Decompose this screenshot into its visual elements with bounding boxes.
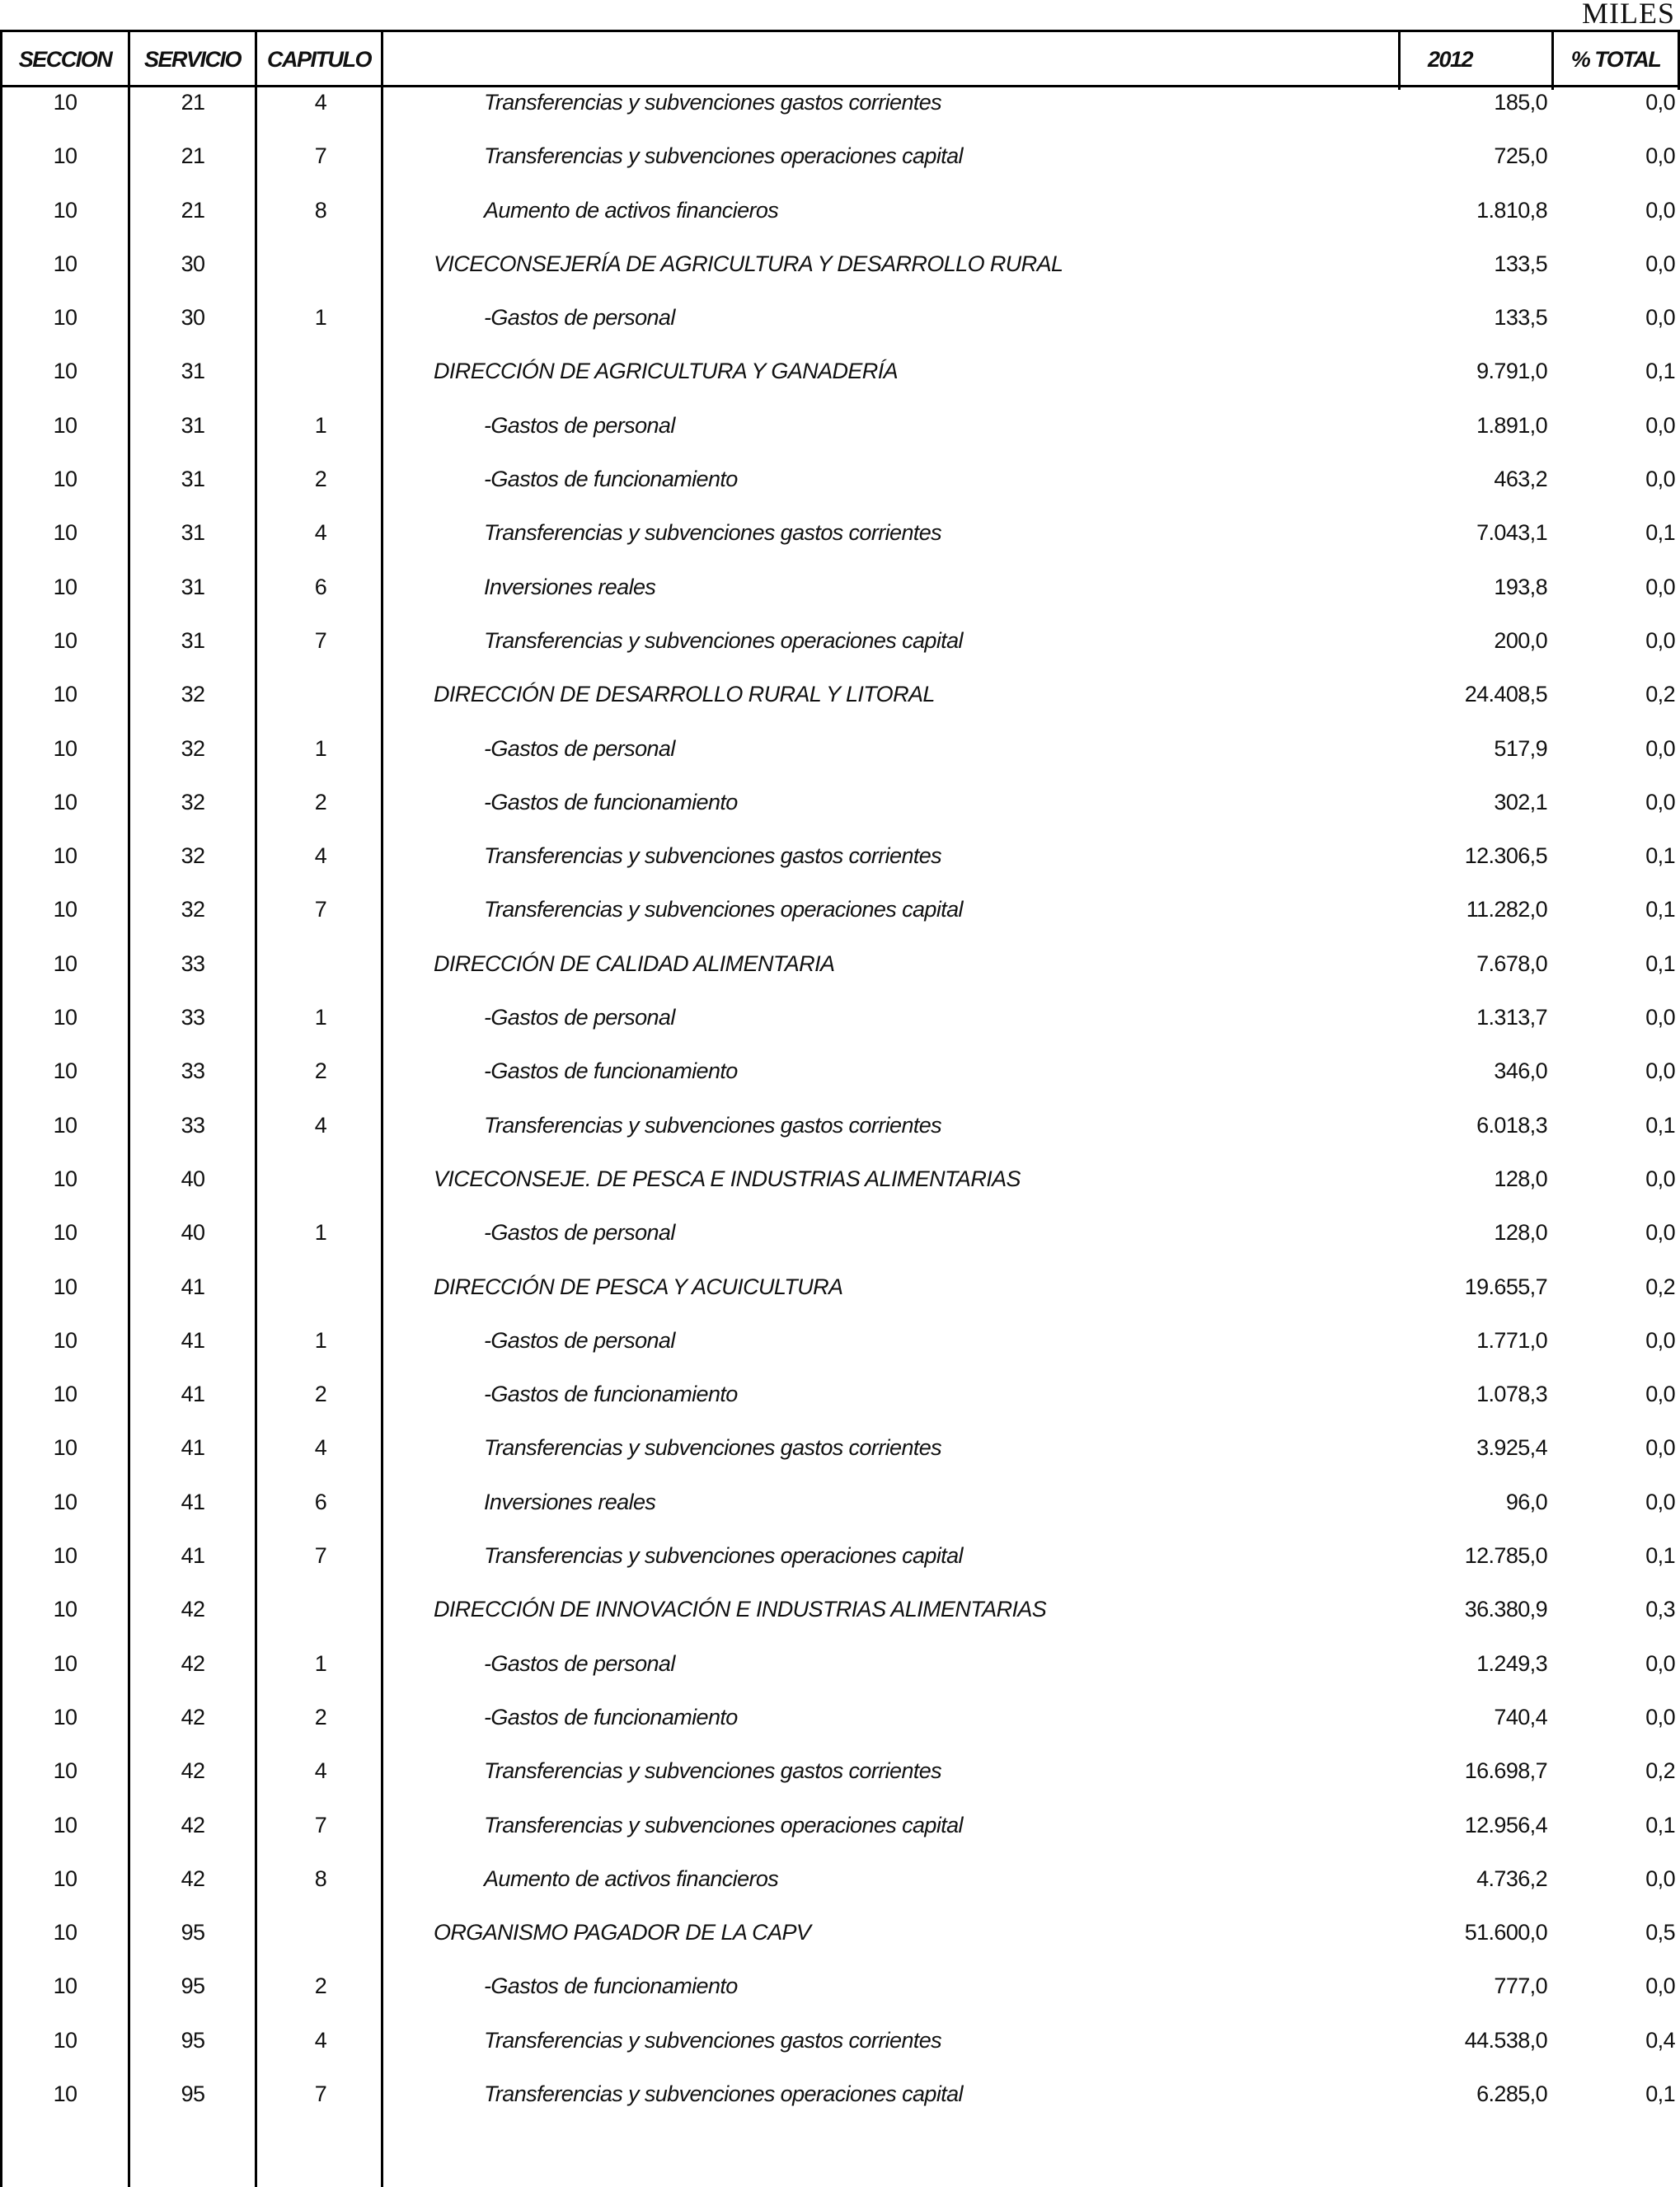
cell-servicio: 41 bbox=[181, 1327, 205, 1353]
cell-amount: 1.313,7 bbox=[1476, 1005, 1547, 1030]
cell-pct-total: 0,0 bbox=[1645, 467, 1675, 492]
cell-capitulo: 7 bbox=[314, 143, 327, 169]
header-pct-total: % TOTAL bbox=[1570, 47, 1661, 72]
cell-seccion: 10 bbox=[53, 1274, 77, 1299]
cell-description: -Gastos de personal bbox=[484, 1650, 675, 1676]
cell-amount: 777,0 bbox=[1494, 1973, 1547, 1999]
cell-amount: 9.791,0 bbox=[1476, 359, 1547, 384]
cell-seccion: 10 bbox=[53, 574, 77, 599]
cell-description: -Gastos de personal bbox=[484, 1220, 675, 1246]
cell-seccion: 10 bbox=[53, 1973, 77, 1999]
cell-description: DIRECCIÓN DE DESARROLLO RURAL Y LITORAL bbox=[434, 682, 935, 707]
cell-description: Transferencias y subvenciones operaciones capital bbox=[484, 1543, 963, 1569]
cell-servicio: 21 bbox=[181, 143, 205, 169]
cell-servicio: 30 bbox=[181, 305, 205, 331]
cell-description: Transferencias y subvenciones operaciones capital bbox=[484, 1812, 963, 1837]
cell-description: Inversiones reales bbox=[484, 574, 656, 599]
cell-pct-total: 0,0 bbox=[1645, 1220, 1675, 1246]
cell-seccion: 10 bbox=[53, 1166, 77, 1191]
cell-seccion: 10 bbox=[53, 682, 77, 707]
cell-servicio: 32 bbox=[181, 843, 205, 869]
table-row bbox=[0, 1541, 1680, 1594]
cell-pct-total: 0,1 bbox=[1645, 1112, 1675, 1138]
header-servicio: SERVICIO bbox=[143, 47, 242, 72]
cell-amount: 96,0 bbox=[1505, 1489, 1547, 1514]
cell-capitulo bbox=[258, 249, 383, 279]
cell-pct-total: 0,0 bbox=[1645, 143, 1675, 169]
table-row bbox=[0, 356, 1680, 410]
table-row bbox=[0, 1379, 1680, 1433]
cell-servicio: 31 bbox=[181, 520, 205, 546]
cell-servicio: 40 bbox=[181, 1220, 205, 1246]
cell-description: Inversiones reales bbox=[484, 1489, 656, 1514]
cell-pct-total: 0,0 bbox=[1645, 251, 1675, 276]
cell-capitulo: 2 bbox=[314, 1704, 327, 1729]
cell-seccion: 10 bbox=[53, 950, 77, 976]
cell-seccion: 10 bbox=[53, 735, 77, 761]
cell-description: -Gastos de funcionamiento bbox=[484, 1973, 738, 1999]
cell-description: Transferencias y subvenciones gastos corrientes bbox=[484, 1758, 942, 1784]
cell-description: Transferencias y subvenciones gastos corrientes bbox=[484, 843, 942, 869]
cell-pct-total: 0,0 bbox=[1645, 1489, 1675, 1514]
cell-amount: 51.600,0 bbox=[1464, 1920, 1547, 1945]
table-row bbox=[0, 1810, 1680, 1864]
table-row bbox=[0, 249, 1680, 303]
cell-capitulo bbox=[258, 1594, 383, 1624]
cell-seccion: 10 bbox=[53, 520, 77, 546]
cell-description: DIRECCIÓN DE PESCA Y ACUICULTURA bbox=[434, 1274, 843, 1299]
cell-servicio: 31 bbox=[181, 627, 205, 653]
cell-description: Aumento de activos financieros bbox=[484, 1866, 779, 1891]
cell-amount: 1.771,0 bbox=[1476, 1327, 1547, 1353]
table-row bbox=[0, 787, 1680, 841]
cell-pct-total: 0,0 bbox=[1645, 90, 1675, 115]
cell-amount: 200,0 bbox=[1494, 627, 1547, 653]
cell-capitulo: 7 bbox=[314, 1812, 327, 1837]
cell-pct-total: 0,1 bbox=[1645, 1812, 1675, 1837]
cell-servicio: 32 bbox=[181, 682, 205, 707]
cell-pct-total: 0,1 bbox=[1645, 950, 1675, 976]
cell-description: Transferencias y subvenciones gastos corrientes bbox=[484, 90, 942, 115]
header-seccion: SECCION bbox=[18, 47, 112, 72]
cell-pct-total: 0,4 bbox=[1645, 2027, 1675, 2053]
cell-pct-total: 0,0 bbox=[1645, 1973, 1675, 1999]
cell-pct-total: 0,0 bbox=[1645, 1327, 1675, 1353]
cell-pct-total: 0,0 bbox=[1645, 197, 1675, 223]
cell-amount: 128,0 bbox=[1494, 1220, 1547, 1246]
table-body bbox=[0, 87, 1680, 2133]
cell-amount: 193,8 bbox=[1494, 574, 1547, 599]
cell-capitulo: 7 bbox=[314, 627, 327, 653]
cell-description: -Gastos de funcionamiento bbox=[484, 1058, 738, 1084]
cell-servicio: 32 bbox=[181, 735, 205, 761]
cell-seccion: 10 bbox=[53, 897, 77, 922]
cell-servicio: 31 bbox=[181, 412, 205, 438]
cell-amount: 1.810,8 bbox=[1476, 197, 1547, 223]
table-header bbox=[0, 32, 1680, 87]
cell-servicio: 32 bbox=[181, 897, 205, 922]
cell-servicio: 32 bbox=[181, 789, 205, 814]
cell-seccion: 10 bbox=[53, 412, 77, 438]
cell-pct-total: 0,0 bbox=[1645, 789, 1675, 814]
cell-servicio: 31 bbox=[181, 359, 205, 384]
cell-description: Transferencias y subvenciones gastos corrientes bbox=[484, 520, 942, 546]
table-row bbox=[0, 572, 1680, 626]
cell-seccion: 10 bbox=[53, 1866, 77, 1891]
cell-seccion: 10 bbox=[53, 1382, 77, 1407]
cell-amount: 6.018,3 bbox=[1476, 1112, 1547, 1138]
cell-capitulo: 2 bbox=[314, 467, 327, 492]
cell-amount: 740,4 bbox=[1494, 1704, 1547, 1729]
cell-pct-total: 0,0 bbox=[1645, 574, 1675, 599]
header-capitulo: CAPITULO bbox=[267, 47, 371, 72]
cell-capitulo: 4 bbox=[314, 2027, 327, 2053]
cell-capitulo: 6 bbox=[314, 1489, 327, 1514]
cell-description: Transferencias y subvenciones operaciones capital bbox=[484, 143, 963, 169]
cell-seccion: 10 bbox=[53, 197, 77, 223]
cell-capitulo: 8 bbox=[314, 1866, 327, 1891]
cell-pct-total: 0,0 bbox=[1645, 1058, 1675, 1084]
cell-amount: 11.282,0 bbox=[1466, 897, 1547, 922]
cell-pct-total: 0,1 bbox=[1645, 2081, 1675, 2106]
cell-amount: 1.078,3 bbox=[1476, 1382, 1547, 1407]
table-row bbox=[0, 1272, 1680, 1326]
cell-amount: 7.043,1 bbox=[1476, 520, 1547, 546]
cell-seccion: 10 bbox=[53, 1704, 77, 1729]
cell-amount: 346,0 bbox=[1494, 1058, 1547, 1084]
cell-capitulo bbox=[258, 1164, 383, 1194]
cell-pct-total: 0,5 bbox=[1645, 1920, 1675, 1945]
table-row bbox=[0, 141, 1680, 195]
cell-description: -Gastos de personal bbox=[484, 1327, 675, 1353]
table-row bbox=[0, 734, 1680, 787]
cell-description: DIRECCIÓN DE AGRICULTURA Y GANADERÍA bbox=[434, 359, 899, 384]
cell-amount: 19.655,7 bbox=[1464, 1274, 1547, 1299]
cell-servicio: 30 bbox=[181, 251, 205, 276]
table-row bbox=[0, 1864, 1680, 1917]
cell-capitulo: 1 bbox=[314, 1327, 327, 1353]
cell-capitulo bbox=[258, 949, 383, 979]
cell-servicio: 21 bbox=[181, 90, 205, 115]
cell-amount: 133,5 bbox=[1494, 251, 1547, 276]
table-row bbox=[0, 2025, 1680, 2079]
cell-description: Transferencias y subvenciones gastos corrientes bbox=[484, 1435, 942, 1461]
cell-description: Aumento de activos financieros bbox=[484, 197, 779, 223]
cell-capitulo bbox=[258, 1272, 383, 1302]
cell-pct-total: 0,1 bbox=[1645, 843, 1675, 869]
cell-description: DIRECCIÓN DE INNOVACIÓN E INDUSTRIAS ALIMENTARIAS bbox=[434, 1597, 1047, 1622]
table-row bbox=[0, 303, 1680, 356]
cell-description: -Gastos de funcionamiento bbox=[484, 1382, 738, 1407]
table-row bbox=[0, 518, 1680, 571]
cell-seccion: 10 bbox=[53, 2027, 77, 2053]
cell-seccion: 10 bbox=[53, 1220, 77, 1246]
table-row bbox=[0, 464, 1680, 518]
cell-description: -Gastos de personal bbox=[484, 1005, 675, 1030]
cell-amount: 185,0 bbox=[1494, 90, 1547, 115]
cell-seccion: 10 bbox=[53, 305, 77, 331]
cell-pct-total: 0,0 bbox=[1645, 305, 1675, 331]
cell-seccion: 10 bbox=[53, 1112, 77, 1138]
cell-seccion: 10 bbox=[53, 2081, 77, 2106]
table-row bbox=[0, 949, 1680, 1002]
cell-description: Transferencias y subvenciones gastos corrientes bbox=[484, 2027, 942, 2053]
cell-amount: 517,9 bbox=[1494, 735, 1547, 761]
cell-pct-total: 0,0 bbox=[1645, 1704, 1675, 1729]
cell-amount: 44.538,0 bbox=[1464, 2027, 1547, 2053]
table-row bbox=[0, 1649, 1680, 1702]
table-row bbox=[0, 1056, 1680, 1110]
table-row bbox=[0, 2079, 1680, 2133]
cell-capitulo: 2 bbox=[314, 1973, 327, 1999]
table-row bbox=[0, 1326, 1680, 1379]
cell-seccion: 10 bbox=[53, 1597, 77, 1622]
cell-description: -Gastos de personal bbox=[484, 735, 675, 761]
cell-seccion: 10 bbox=[53, 1812, 77, 1837]
cell-servicio: 95 bbox=[181, 1920, 205, 1945]
table-row bbox=[0, 841, 1680, 894]
cell-capitulo: 4 bbox=[314, 843, 327, 869]
cell-servicio: 42 bbox=[181, 1758, 205, 1784]
cell-amount: 1.249,3 bbox=[1476, 1650, 1547, 1676]
cell-seccion: 10 bbox=[53, 1435, 77, 1461]
cell-capitulo: 7 bbox=[314, 2081, 327, 2106]
cell-seccion: 10 bbox=[53, 1327, 77, 1353]
cell-servicio: 42 bbox=[181, 1597, 205, 1622]
cell-description: Transferencias y subvenciones gastos corrientes bbox=[484, 1112, 942, 1138]
cell-capitulo: 1 bbox=[314, 1220, 327, 1246]
cell-amount: 24.408,5 bbox=[1464, 682, 1547, 707]
cell-capitulo: 4 bbox=[314, 1435, 327, 1461]
cell-description: Transferencias y subvenciones operaciones capital bbox=[484, 627, 963, 653]
cell-servicio: 33 bbox=[181, 1112, 205, 1138]
cell-pct-total: 0,0 bbox=[1645, 1866, 1675, 1891]
cell-seccion: 10 bbox=[53, 1543, 77, 1569]
table-row bbox=[0, 1594, 1680, 1648]
table-row bbox=[0, 1002, 1680, 1056]
cell-capitulo: 4 bbox=[314, 1112, 327, 1138]
cell-seccion: 10 bbox=[53, 1005, 77, 1030]
cell-pct-total: 0,2 bbox=[1645, 1758, 1675, 1784]
table-row bbox=[0, 1433, 1680, 1486]
cell-seccion: 10 bbox=[53, 1489, 77, 1514]
table-row bbox=[0, 1756, 1680, 1809]
cell-servicio: 41 bbox=[181, 1543, 205, 1569]
cell-capitulo: 4 bbox=[314, 90, 327, 115]
cell-amount: 1.891,0 bbox=[1476, 412, 1547, 438]
table-row bbox=[0, 195, 1680, 249]
cell-description: -Gastos de funcionamiento bbox=[484, 467, 738, 492]
cell-capitulo: 4 bbox=[314, 520, 327, 546]
cell-seccion: 10 bbox=[53, 1058, 77, 1084]
cell-amount: 7.678,0 bbox=[1476, 950, 1547, 976]
cell-capitulo: 8 bbox=[314, 197, 327, 223]
cell-servicio: 95 bbox=[181, 2027, 205, 2053]
cell-servicio: 41 bbox=[181, 1274, 205, 1299]
cell-description: -Gastos de funcionamiento bbox=[484, 1704, 738, 1729]
cell-description: ORGANISMO PAGADOR DE LA CAPV bbox=[434, 1920, 811, 1945]
cell-seccion: 10 bbox=[53, 627, 77, 653]
cell-capitulo: 1 bbox=[314, 412, 327, 438]
cell-capitulo: 2 bbox=[314, 1382, 327, 1407]
cell-seccion: 10 bbox=[53, 1920, 77, 1945]
cell-pct-total: 0,0 bbox=[1645, 1166, 1675, 1191]
cell-pct-total: 0,0 bbox=[1645, 1382, 1675, 1407]
cell-capitulo: 1 bbox=[314, 735, 327, 761]
cell-pct-total: 0,0 bbox=[1645, 627, 1675, 653]
cell-pct-total: 0,0 bbox=[1645, 735, 1675, 761]
cell-pct-total: 0,1 bbox=[1645, 897, 1675, 922]
cell-amount: 16.698,7 bbox=[1464, 1758, 1547, 1784]
cell-servicio: 41 bbox=[181, 1435, 205, 1461]
cell-amount: 4.736,2 bbox=[1476, 1866, 1547, 1891]
cell-seccion: 10 bbox=[53, 843, 77, 869]
cell-capitulo: 7 bbox=[314, 1543, 327, 1569]
cell-amount: 463,2 bbox=[1494, 467, 1547, 492]
cell-servicio: 41 bbox=[181, 1489, 205, 1514]
cell-capitulo: 4 bbox=[314, 1758, 327, 1784]
cell-pct-total: 0,0 bbox=[1645, 1005, 1675, 1030]
cell-amount: 36.380,9 bbox=[1464, 1597, 1547, 1622]
cell-pct-total: 0,1 bbox=[1645, 1543, 1675, 1569]
table-row bbox=[0, 1164, 1680, 1218]
table-row bbox=[0, 1218, 1680, 1271]
table-row bbox=[0, 626, 1680, 679]
table-row bbox=[0, 894, 1680, 948]
cell-description: -Gastos de personal bbox=[484, 412, 675, 438]
cell-servicio: 31 bbox=[181, 574, 205, 599]
cell-description: -Gastos de personal bbox=[484, 305, 675, 331]
cell-capitulo: 7 bbox=[314, 897, 327, 922]
cell-capitulo: 2 bbox=[314, 789, 327, 814]
cell-capitulo bbox=[258, 679, 383, 709]
cell-amount: 12.306,5 bbox=[1464, 843, 1547, 869]
cell-description: -Gastos de funcionamiento bbox=[484, 789, 738, 814]
cell-servicio: 42 bbox=[181, 1704, 205, 1729]
cell-servicio: 41 bbox=[181, 1382, 205, 1407]
cell-seccion: 10 bbox=[53, 467, 77, 492]
cell-servicio: 42 bbox=[181, 1866, 205, 1891]
cell-description: Transferencias y subvenciones operaciones capital bbox=[484, 2081, 963, 2106]
cell-pct-total: 0,0 bbox=[1645, 1650, 1675, 1676]
cell-description: DIRECCIÓN DE CALIDAD ALIMENTARIA bbox=[434, 950, 835, 976]
cell-amount: 6.285,0 bbox=[1476, 2081, 1547, 2106]
cell-amount: 12.785,0 bbox=[1464, 1543, 1547, 1569]
cell-servicio: 33 bbox=[181, 1005, 205, 1030]
cell-seccion: 10 bbox=[53, 1758, 77, 1784]
cell-servicio: 31 bbox=[181, 467, 205, 492]
cell-amount: 12.956,4 bbox=[1464, 1812, 1547, 1837]
cell-servicio: 42 bbox=[181, 1812, 205, 1837]
cell-pct-total: 0,2 bbox=[1645, 1274, 1675, 1299]
table-row bbox=[0, 1487, 1680, 1541]
cell-servicio: 40 bbox=[181, 1166, 205, 1191]
cell-amount: 128,0 bbox=[1494, 1166, 1547, 1191]
cell-description: VICECONSEJERÍA DE AGRICULTURA Y DESARROLLO RURAL bbox=[434, 251, 1063, 276]
cell-pct-total: 0,3 bbox=[1645, 1597, 1675, 1622]
header-year: 2012 bbox=[1427, 47, 1473, 72]
cell-capitulo bbox=[258, 356, 383, 386]
cell-servicio: 95 bbox=[181, 2081, 205, 2106]
cell-capitulo: 1 bbox=[314, 305, 327, 331]
table-row bbox=[0, 679, 1680, 733]
cell-capitulo: 1 bbox=[314, 1650, 327, 1676]
cell-seccion: 10 bbox=[53, 1650, 77, 1676]
cell-capitulo bbox=[258, 1917, 383, 1947]
table-row bbox=[0, 87, 1680, 141]
cell-servicio: 95 bbox=[181, 1973, 205, 1999]
cell-pct-total: 0,1 bbox=[1645, 359, 1675, 384]
cell-seccion: 10 bbox=[53, 359, 77, 384]
cell-seccion: 10 bbox=[53, 90, 77, 115]
table-row bbox=[0, 1971, 1680, 2025]
cell-servicio: 42 bbox=[181, 1650, 205, 1676]
cell-capitulo: 1 bbox=[314, 1005, 327, 1030]
cell-seccion: 10 bbox=[53, 251, 77, 276]
table-row bbox=[0, 1110, 1680, 1164]
cell-amount: 302,1 bbox=[1494, 789, 1547, 814]
cell-seccion: 10 bbox=[53, 789, 77, 814]
cell-seccion: 10 bbox=[53, 143, 77, 169]
table-row bbox=[0, 1917, 1680, 1971]
cell-pct-total: 0,1 bbox=[1645, 520, 1675, 546]
cell-amount: 133,5 bbox=[1494, 305, 1547, 331]
cell-pct-total: 0,0 bbox=[1645, 1435, 1675, 1461]
cell-servicio: 21 bbox=[181, 197, 205, 223]
cell-servicio: 33 bbox=[181, 950, 205, 976]
cell-amount: 725,0 bbox=[1494, 143, 1547, 169]
cell-servicio: 33 bbox=[181, 1058, 205, 1084]
cell-amount: 3.925,4 bbox=[1476, 1435, 1547, 1461]
cell-description: Transferencias y subvenciones operaciones capital bbox=[484, 897, 963, 922]
cell-capitulo: 2 bbox=[314, 1058, 327, 1084]
table-row bbox=[0, 411, 1680, 464]
cell-capitulo: 6 bbox=[314, 574, 327, 599]
cell-description: VICECONSEJE. DE PESCA E INDUSTRIAS ALIMENTARIAS bbox=[434, 1166, 1021, 1191]
cell-pct-total: 0,0 bbox=[1645, 412, 1675, 438]
table-row bbox=[0, 1702, 1680, 1756]
cell-pct-total: 0,2 bbox=[1645, 682, 1675, 707]
unit-label: MILES bbox=[1582, 0, 1675, 30]
